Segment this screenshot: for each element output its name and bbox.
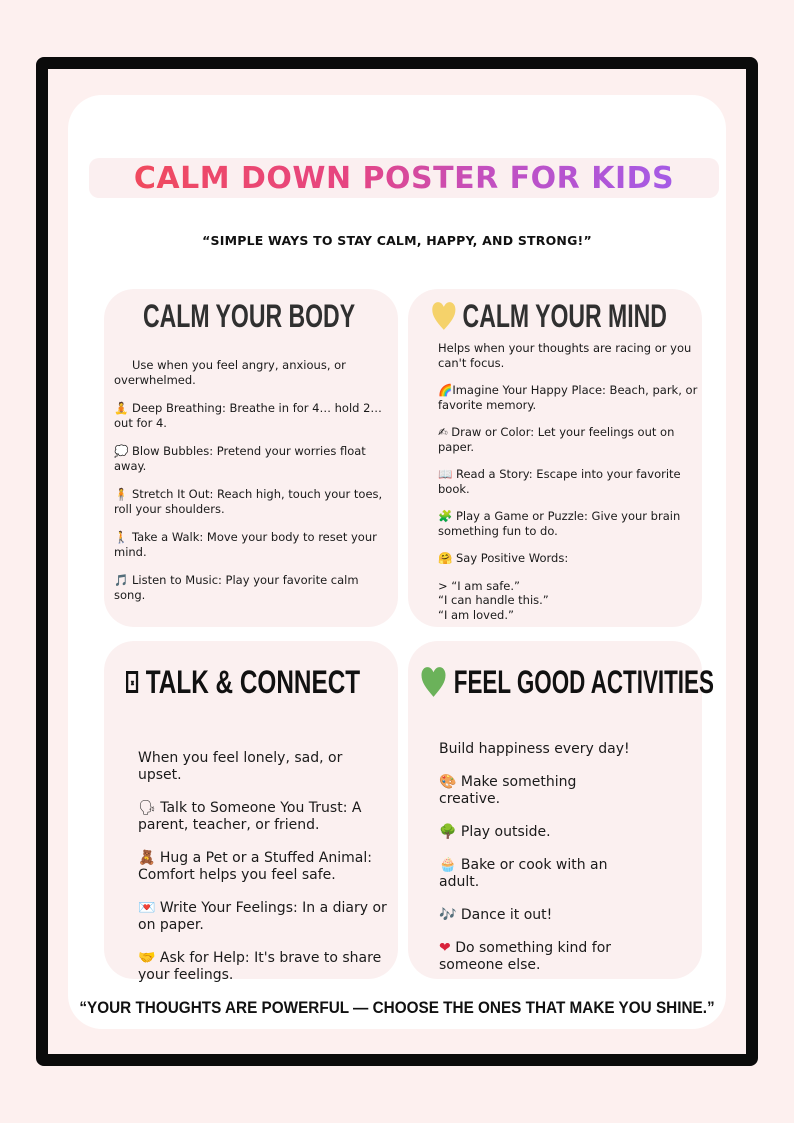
music-note-icon: 🎵 (114, 573, 129, 587)
affirmation: “I am loved.” (438, 607, 514, 622)
talk-connect-intro: When you feel lonely, sad, or upset. (138, 750, 343, 783)
standing-person-icon: 🧍 (114, 487, 129, 501)
teddy-bear-icon: 🧸 (138, 850, 156, 866)
palette-icon: 🎨 (439, 774, 457, 790)
list-item: ❤ Do something kind for someone else. (439, 940, 612, 973)
card-feel-good-heading (416, 664, 714, 700)
affirmation: > “I am safe.” (438, 578, 520, 593)
calm-body-intro: Use when you feel angry, anxious, or overwhelmed. (114, 358, 346, 387)
talk-connect-heading-text: TALK & CONNECT (145, 663, 361, 700)
card-calm-body-heading (143, 298, 355, 334)
list-item: 🎵 Listen to Music: Play your favorite calm song. (114, 573, 359, 602)
calm-body-heading-text: CALM YOUR BODY (143, 297, 356, 334)
list-item: 🤝 Ask for Help: It's brave to share your feelings. (138, 950, 382, 983)
list-item: 🤗 Say Positive Words: (438, 551, 569, 565)
handshake-icon: 🤝 (138, 950, 156, 966)
list-item: 🎨 Make something creative. (439, 774, 577, 807)
list-item: 🌈Imagine Your Happy Place: Beach, park, or favorite memory. (438, 383, 698, 412)
walking-person-icon: 🚶 (114, 530, 129, 544)
rainbow-icon: 🌈 (438, 383, 453, 397)
list-item: 💭 Blow Bubbles: Pretend your worries float away. (114, 444, 366, 473)
list-item: 🌳 Play outside. (439, 824, 551, 840)
puzzle-icon: 🧩 (438, 509, 453, 523)
cupcake-icon: 🧁 (439, 857, 457, 873)
tree-icon: 🌳 (439, 824, 457, 840)
green-heart-icon (416, 666, 451, 698)
title-banner (89, 158, 719, 198)
yellow-heart-icon (428, 301, 460, 331)
list-item: ✍ Draw or Color: Let your feelings out on paper. (438, 425, 675, 454)
list-item: 🧍 Stretch It Out: Reach high, touch your toes, roll your shoulders. (114, 487, 383, 516)
thought-bubble-icon: 💭 (114, 444, 129, 458)
feel-good-heading-text: FEEL GOOD ACTIVITIES (453, 663, 714, 700)
poster-title: CALM DOWN POSTER FOR KIDS (133, 160, 675, 196)
love-letter-icon: 💌 (138, 900, 156, 916)
list-item: 🧩 Play a Game or Puzzle: Give your brain something fun to do. (438, 509, 681, 538)
hugging-face-icon: 🤗 (438, 551, 453, 565)
list-item: 💌 Write Your Feelings: In a diary or on paper. (138, 900, 387, 933)
speaking-head-icon: 🗣 (138, 800, 156, 816)
list-item: 🧁 Bake or cook with an adult. (439, 857, 608, 890)
card-calm-mind-heading (428, 298, 667, 334)
missing-glyph-icon (126, 671, 138, 693)
feel-good-intro: Build happiness every day! (439, 741, 630, 757)
card-calm-mind-content (438, 341, 700, 622)
calm-mind-intro: Helps when your thoughts are racing or you can't focus. (438, 341, 692, 370)
affirmation: “I can handle this.” (438, 593, 549, 607)
list-item: 🧘 Deep Breathing: Breathe in for 4… hold 2… out for 4. (114, 401, 382, 430)
list-item: 📖 Read a Story: Escape into your favorite book. (438, 467, 681, 496)
card-talk-connect-heading (126, 664, 360, 700)
poster-subtitle: “SIMPLE WAYS TO STAY CALM, HAPPY, AND STRONG!” (202, 233, 592, 248)
list-item: 🎶 Dance it out! (439, 907, 553, 923)
card-feel-good-content (439, 741, 639, 974)
card-talk-connect-content (138, 750, 390, 984)
red-heart-icon: ❤ (439, 940, 451, 956)
footer-quote: “YOUR THOUGHTS ARE POWERFUL — CHOOSE THE ONES THAT MAKE YOU SHINE.” (79, 998, 715, 1017)
writing-hand-icon: ✍ (438, 425, 448, 439)
music-notes-icon: 🎶 (439, 907, 457, 923)
list-item: 🗣 Talk to Someone You Trust: A parent, teacher, or friend. (138, 800, 362, 833)
list-item: 🚶 Take a Walk: Move your body to reset your mind. (114, 530, 377, 559)
list-item: 🧸 Hug a Pet or a Stuffed Animal: Comfort helps you feel safe. (138, 850, 372, 883)
meditation-icon: 🧘 (114, 401, 129, 415)
card-calm-body-content (114, 358, 386, 603)
book-icon: 📖 (438, 467, 453, 481)
calm-mind-heading-text: CALM YOUR MIND (462, 297, 667, 334)
